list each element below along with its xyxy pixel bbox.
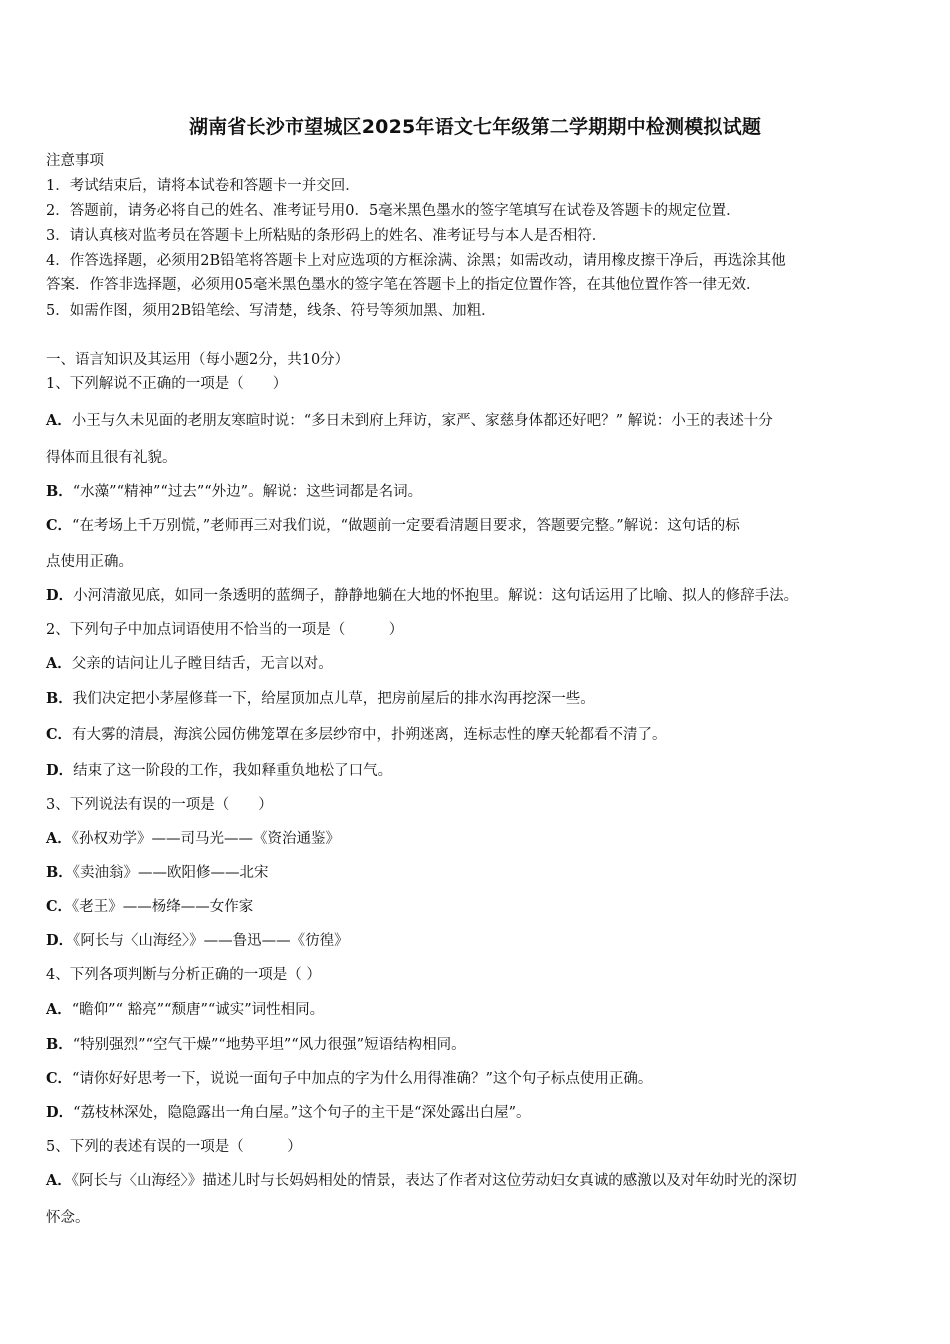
option-text: 小王与久未见面的老朋友寒暄时说：“多日未到府上拜访，家严、家慈身体都还好吧？” 解说：小王的表述十分 (71, 413, 773, 429)
option-label: C． (46, 1070, 73, 1087)
option-text: 《阿长与〈山海经〉》描述儿时与长妈妈相处的情景，表达了作者对这位劳动妇女真诚的感激以及对年幼时光的深切 (71, 1173, 797, 1189)
option-text: 我们决定把小茅屋修葺一下，给屋顶加点儿草，把房前屋后的排水沟再挖深一些。 (72, 691, 595, 707)
q3-option-c (46, 897, 253, 917)
option-label: D． (46, 587, 74, 604)
q2-option-a (46, 654, 333, 674)
question-1-stem: 1、下列解说不正确的一项是（ ） (46, 376, 288, 392)
option-text: 结束了这一阶段的工作，我如释重负地松了口气。 (73, 763, 393, 779)
option-label: A． (46, 1172, 72, 1189)
q2-option-c (46, 725, 667, 745)
option-text: 《阿长与〈山海经〉》——鲁迅——《彷徨》 (73, 933, 349, 949)
notice-item-2: 2．答题前，请务必将自己的姓名、准考证号用0．5毫米黑色墨水的签字笔填写在试卷及答题卡的规定位置． (46, 203, 741, 219)
question-2-stem: 2、下列句子中加点词语使用不恰当的一项是（ ） (46, 622, 404, 638)
option-text: “请你好好思考一下，说说一面句子中加点的字为什么用得准确？”这个句子标点使用正确。 (72, 1071, 653, 1087)
q4-option-c (46, 1069, 652, 1089)
question-5-stem: 5、下列的表述有误的一项是（ ） (46, 1139, 302, 1155)
q4-option-b (46, 1035, 466, 1055)
option-label: B． (46, 1036, 73, 1053)
option-text: “瞻仰”“ 豁亮”“颓唐”“诚实”词性相同。 (71, 1002, 325, 1018)
q4-option-d (46, 1103, 530, 1123)
option-label: B． (46, 864, 73, 881)
option-label: A． (46, 830, 72, 847)
option-text: “荔枝林深处，隐隐露出一角白屋。”这个句子的主干是“深处露出白屋”。 (73, 1105, 531, 1121)
notice-item-4-cont: 答案．作答非选择题，必须用05毫米黑色墨水的签字笔在答题卡上的指定位置作答，在其他位置作答一律无效． (46, 277, 761, 293)
q4-option-a (46, 1000, 324, 1020)
option-label: D． (46, 932, 74, 949)
q1-option-a (46, 411, 773, 431)
option-label: D． (46, 1104, 74, 1121)
exam-title: 湖南省长沙市望城区2025年语文七年级第二学期期中检测模拟试题 (188, 116, 762, 138)
option-label: C． (46, 726, 73, 743)
notice-heading: 注意事项 (46, 153, 104, 169)
q1-option-a-cont: 得体而且很有礼貌。 (46, 450, 177, 466)
option-label: C． (46, 898, 73, 915)
q1-option-d (46, 586, 798, 606)
q3-option-a (46, 829, 340, 849)
option-text: 有大雾的清晨，海滨公园仿佛笼罩在多层纱帘中，扑朔迷离，连标志性的摩天轮都看不清了。 (72, 727, 667, 743)
notice-item-1: 1．考试结束后，请将本试卷和答题卡一并交回． (46, 178, 360, 194)
option-text: 父亲的诘问让儿子瞠目结舌，无言以对。 (71, 656, 333, 672)
option-label: B． (46, 483, 73, 500)
option-text: “在考场上千万别慌，”老师再三对我们说，“做题前一定要看清题目要求，答题要完整。”解说：这句话的标 (72, 518, 740, 534)
notice-item-3: 3．请认真核对监考员在答题卡上所粘贴的条形码上的姓名、准考证号与本人是否相符． (46, 228, 607, 244)
option-label: A． (46, 1001, 72, 1018)
q3-option-b (46, 863, 269, 883)
option-label: D． (46, 762, 74, 779)
notice-item-5: 5．如需作图，须用2B铅笔绘、写清楚，线条、符号等须加黑、加粗． (46, 303, 496, 319)
q3-option-d (46, 931, 349, 951)
q5-option-a-cont: 怀念。 (46, 1210, 90, 1226)
option-label: C． (46, 517, 73, 534)
section-heading: 一、语言知识及其运用（每小题2分，共10分） (46, 352, 350, 368)
option-label: B． (46, 690, 73, 707)
option-text: “水藻”“精神”“过去”“外边”。解说：这些词都是名词。 (72, 484, 423, 500)
notice-item-4: 4．作答选择题，必须用2B铅笔将答题卡上对应选项的方框涂满、涂黑；如需改动，请用橡皮擦干净后，再选涂其他 (46, 253, 786, 269)
option-label: A． (46, 412, 72, 429)
q2-option-b (46, 689, 595, 709)
q1-option-c-cont: 点使用正确。 (46, 554, 133, 570)
question-4-stem: 4、下列各项判断与分析正确的一项是（ ） (46, 967, 321, 983)
option-text: 《卖油翁》——欧阳修——北宋 (72, 865, 269, 881)
q1-option-b (46, 482, 422, 502)
q5-option-a (46, 1171, 797, 1191)
q1-option-c (46, 516, 740, 536)
option-text: 《老王》——杨绛——女作家 (72, 899, 254, 915)
option-text: 小河清澈见底，如同一条透明的蓝绸子，静静地躺在大地的怀抱里。解说：这句话运用了比喻、拟人的修辞手法。 (73, 588, 799, 604)
option-label: A． (46, 655, 72, 672)
question-3-stem: 3、下列说法有误的一项是（ ） (46, 797, 273, 813)
option-text: “特别强烈”“空气干燥”“地势平坦”“风力很强”短语结构相同。 (72, 1037, 466, 1053)
option-text: 《孙权劝学》——司马光——《资治通鉴》 (71, 831, 341, 847)
q2-option-d (46, 761, 392, 781)
